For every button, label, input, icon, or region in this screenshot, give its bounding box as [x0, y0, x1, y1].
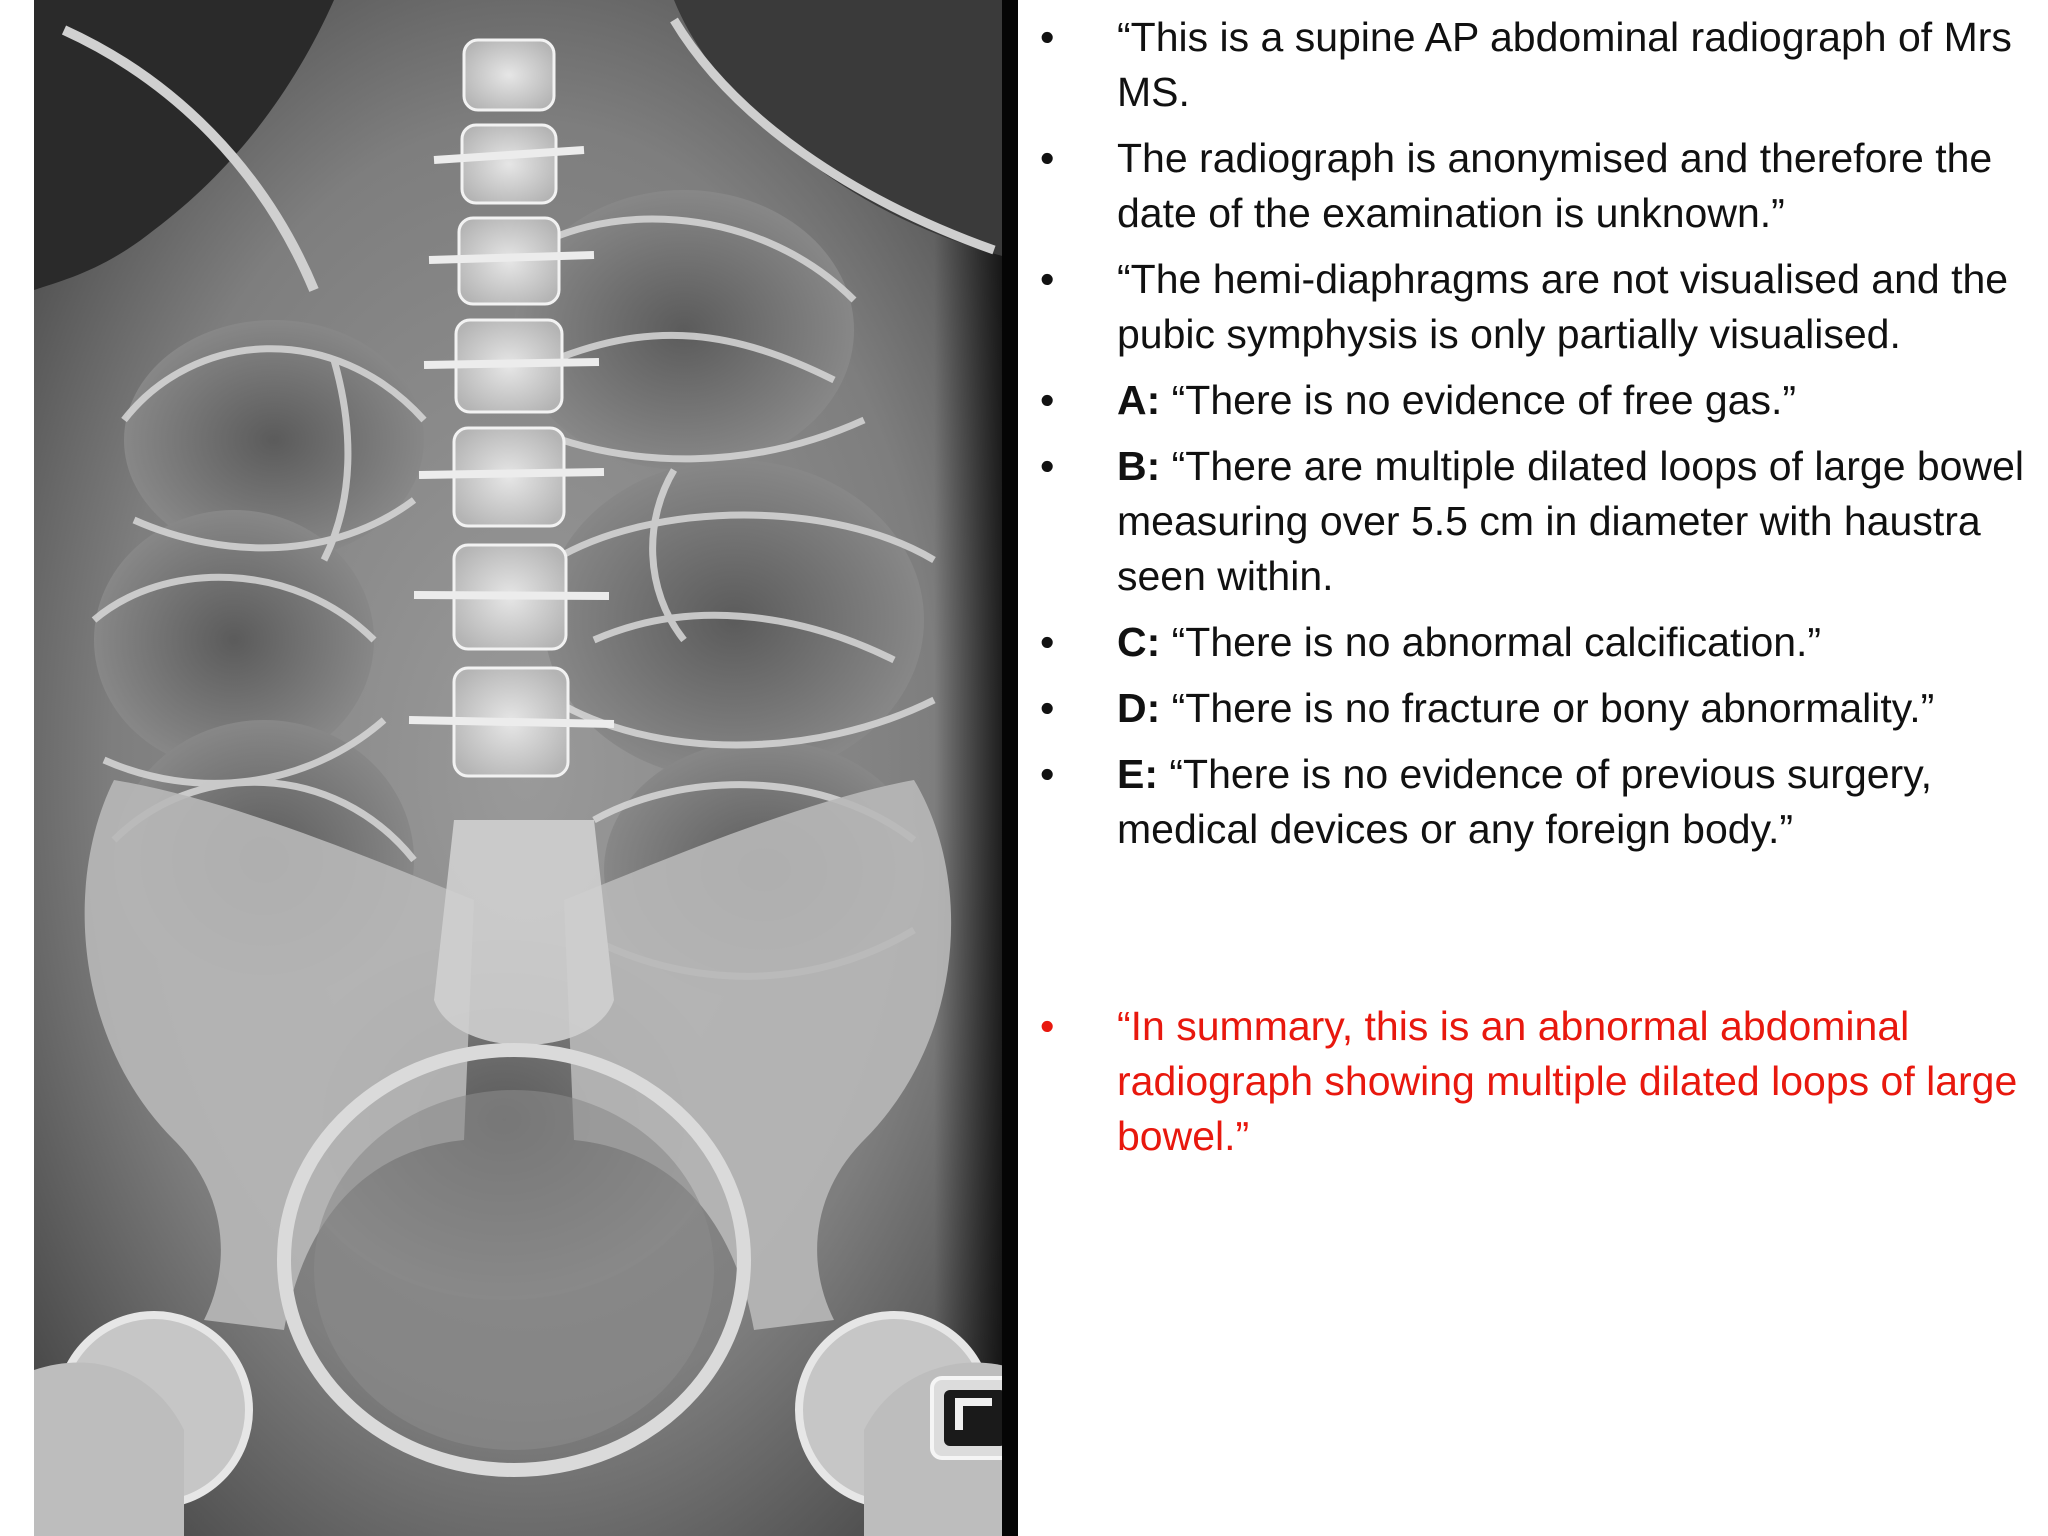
note-label: C: — [1117, 619, 1161, 665]
list-item — [1030, 373, 2030, 428]
list-item — [1030, 131, 2030, 241]
bullet-icon: • — [1040, 377, 1055, 423]
list-item — [1030, 10, 2030, 120]
note-label: B: — [1117, 443, 1161, 489]
note-text: “There is no abnormal calcification.” — [1160, 619, 1822, 665]
list-item — [1030, 439, 2030, 604]
bullet-icon: • — [1040, 685, 1055, 731]
bullet-icon: • — [1040, 1003, 1055, 1049]
note-text: “There are multiple dilated loops of large bowel measuring over 5.5 cm in diameter with haustra seen within. — [1117, 443, 2025, 599]
list-item — [1030, 747, 2030, 857]
note-text: “This is a supine AP abdominal radiograph of Mrs MS. — [1117, 14, 2012, 115]
xray-drawing — [34, 0, 1018, 1536]
bullet-icon: • — [1040, 619, 1055, 665]
bullet-icon: • — [1040, 135, 1055, 181]
note-label: A: — [1117, 377, 1161, 423]
note-text: “There is no fracture or bony abnormality.” — [1160, 685, 1935, 731]
bullet-icon: • — [1040, 751, 1055, 797]
abdominal-xray-image — [34, 0, 1018, 1536]
bullet-icon: • — [1040, 14, 1055, 60]
note-label: E: — [1117, 751, 1158, 797]
findings-list — [1030, 10, 2030, 1175]
list-item — [1030, 615, 2030, 670]
bullet-icon: • — [1040, 443, 1055, 489]
note-label: D: — [1117, 685, 1161, 731]
summary-item — [1030, 999, 2030, 1164]
note-text: “There is no evidence of previous surgery, medical devices or any foreign body.” — [1117, 751, 1933, 852]
list-item — [1030, 252, 2030, 362]
summary-text: “In summary, this is an abnormal abdominal radiograph showing multiple dilated loops of large bowel.” — [1117, 1003, 2018, 1159]
bullet-icon: • — [1040, 256, 1055, 302]
note-text: “There is no evidence of free gas.” — [1160, 377, 1797, 423]
list-item — [1030, 681, 2030, 736]
note-text: “The hemi-diaphragms are not visualised and the pubic symphysis is only partially visualised. — [1117, 256, 2009, 357]
note-text: The radiograph is anonymised and therefore the date of the examination is unknown.” — [1117, 135, 1993, 236]
